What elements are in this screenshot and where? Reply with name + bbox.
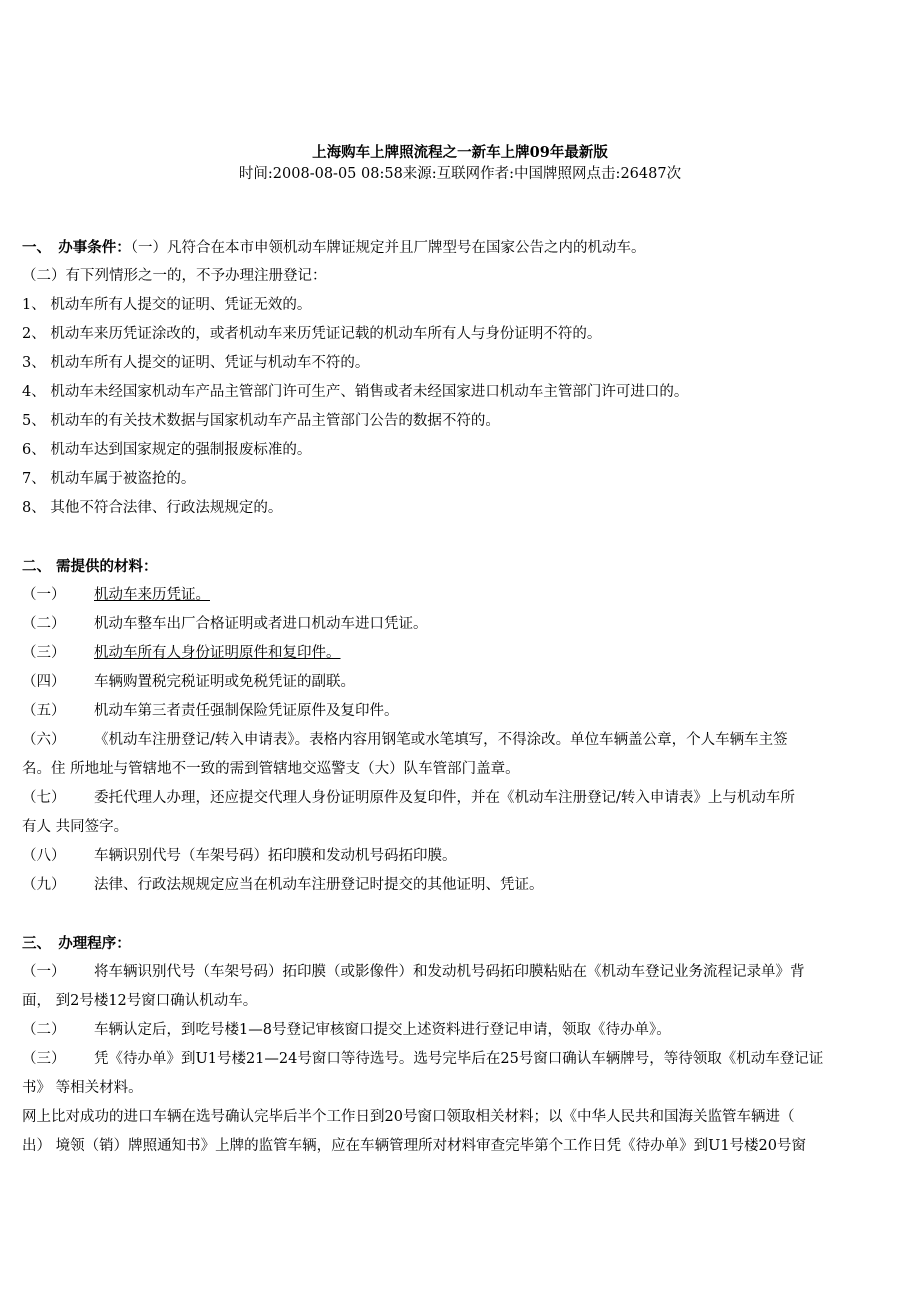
section2-item-cont: 名。住 所地址与管辖地不一致的需到管辖地交巡警支（大）队车管部门盖章。 xyxy=(22,761,520,777)
item-mark: （一） xyxy=(22,964,66,980)
document-body xyxy=(22,233,906,1161)
section1-heading-line xyxy=(22,233,906,262)
item-mark: （一） xyxy=(22,587,66,603)
section1-item: 2、 机动车来历凭证涂改的，或者机动车来历凭证记载的机动车所有人与身份证明不符的。 xyxy=(22,326,602,342)
item-mark: （三） xyxy=(22,1051,66,1067)
section2-item xyxy=(22,610,906,639)
item-text: 委托代理人办理，还应提交代理人身份证明原件及复印件，并在《机动车注册登记/转入申请表》上与机动车所 xyxy=(94,790,795,806)
document-title: 上海购车上牌照流程之一新车上牌09年最新版 xyxy=(312,144,608,161)
section1-item: 3、 机动车所有人提交的证明、凭证与机动车不符的。 xyxy=(22,355,370,371)
item-text: 凭《待办单》到U1号楼21—24号窗口等待选号。选号完毕后在25号窗口确认车辆牌号，等待领取《机动车登记证 xyxy=(94,1051,824,1067)
item-mark: （三） xyxy=(22,645,66,661)
item-text: 机动车整车出厂合格证明或者进口机动车进口凭证。 xyxy=(94,616,428,632)
section3-item xyxy=(22,958,906,987)
item-text: 《机动车注册登记/转入申请表》。表格内容用钢笔或水笔填写，不得涂改。单位车辆盖公章，个人车辆车主签 xyxy=(94,732,788,748)
section2-item xyxy=(22,726,906,755)
item-mark: （九） xyxy=(22,877,66,893)
section3-para: 网上比对成功的进口车辆在选号确认完毕后半个工作日到20号窗口领取相关材料；以《中华人民共和国海关监管车辆进（ xyxy=(22,1109,795,1125)
section2-item xyxy=(22,784,906,813)
section2-item xyxy=(22,639,906,668)
item-text: 机动车第三者责任强制保险凭证原件及复印件。 xyxy=(94,703,399,719)
item-text: 机动车来历凭证。 xyxy=(94,587,210,603)
item-mark: （八） xyxy=(22,848,66,864)
item-mark: （五） xyxy=(22,703,66,719)
section3-item xyxy=(22,1045,906,1074)
section1-sub: （二）有下列情形之一的，不予办理注册登记： xyxy=(22,268,327,284)
item-mark: （二） xyxy=(22,616,66,632)
section3-item xyxy=(22,1016,906,1045)
item-text: 机动车所有人身份证明原件和复印件。 xyxy=(94,645,341,661)
section1-item: 5、 机动车的有关技术数据与国家机动车产品主管部门公告的数据不符的。 xyxy=(22,413,500,429)
item-text: 车辆识别代号（车架号码）拓印膜和发动机号码拓印膜。 xyxy=(94,848,457,864)
section2-heading: 二、 需提供的材料： xyxy=(22,558,158,575)
section1-item: 1、 机动车所有人提交的证明、凭证无效的。 xyxy=(22,297,312,313)
section1-item: 8、 其他不符合法律、行政法规规定的。 xyxy=(22,500,283,516)
section3-para: 出） 境领（销）牌照通知书》上牌的监管车辆，应在车辆管理所对材料审查完毕第个工作日凭《待办单》到U1号楼20号窗 xyxy=(22,1138,807,1154)
item-text: 车辆购置税完税证明或免税凭证的副联。 xyxy=(94,674,355,690)
item-mark: （二） xyxy=(22,1022,66,1038)
section2-item xyxy=(22,697,906,726)
item-text: 车辆认定后，到吃号楼1—8号登记审核窗口提交上述资料进行登记申请，领取《待办单》。 xyxy=(94,1022,671,1038)
item-mark: （六） xyxy=(22,732,66,748)
spacer xyxy=(22,523,906,552)
section1-item: 7、 机动车属于被盗抢的。 xyxy=(22,471,196,487)
section2-item-cont: 有人 共同签字。 xyxy=(22,819,129,835)
section1-heading: 一、 办事条件： xyxy=(22,239,131,256)
section1-intro: （一）凡符合在本市申领机动车牌证规定并且厂牌型号在国家公告之内的机动车。 xyxy=(130,240,646,256)
section2-item xyxy=(22,581,906,610)
section1-item: 6、 机动车达到国家规定的强制报废标准的。 xyxy=(22,442,312,458)
section2-item xyxy=(22,668,906,697)
section3-item-cont: 书》 等相关材料。 xyxy=(22,1080,143,1096)
section1-item: 4、 机动车未经国家机动车产品主管部门许可生产、销售或者未经国家进口机动车主管部门许可进口的。 xyxy=(22,384,689,400)
section2-item xyxy=(22,842,906,871)
item-mark: （七） xyxy=(22,790,66,806)
section3-item-cont: 面， 到2号楼12号窗口确认机动车。 xyxy=(22,993,258,1009)
item-mark: （四） xyxy=(22,674,66,690)
spacer xyxy=(22,900,906,929)
section3-heading: 三、 办理程序： xyxy=(22,935,131,952)
section2-item xyxy=(22,871,906,900)
document-meta: 时间:2008-08-05 08:58来源:互联网作者:中国牌照网点击:26487次 xyxy=(238,166,682,182)
item-text: 法律、行政法规规定应当在机动车注册登记时提交的其他证明、凭证。 xyxy=(94,877,544,893)
item-text: 将车辆识别代号（车架号码）拓印膜（或影像件）和发动机号码拓印膜粘贴在《机动车登记业务流程记录单》背 xyxy=(94,964,805,980)
